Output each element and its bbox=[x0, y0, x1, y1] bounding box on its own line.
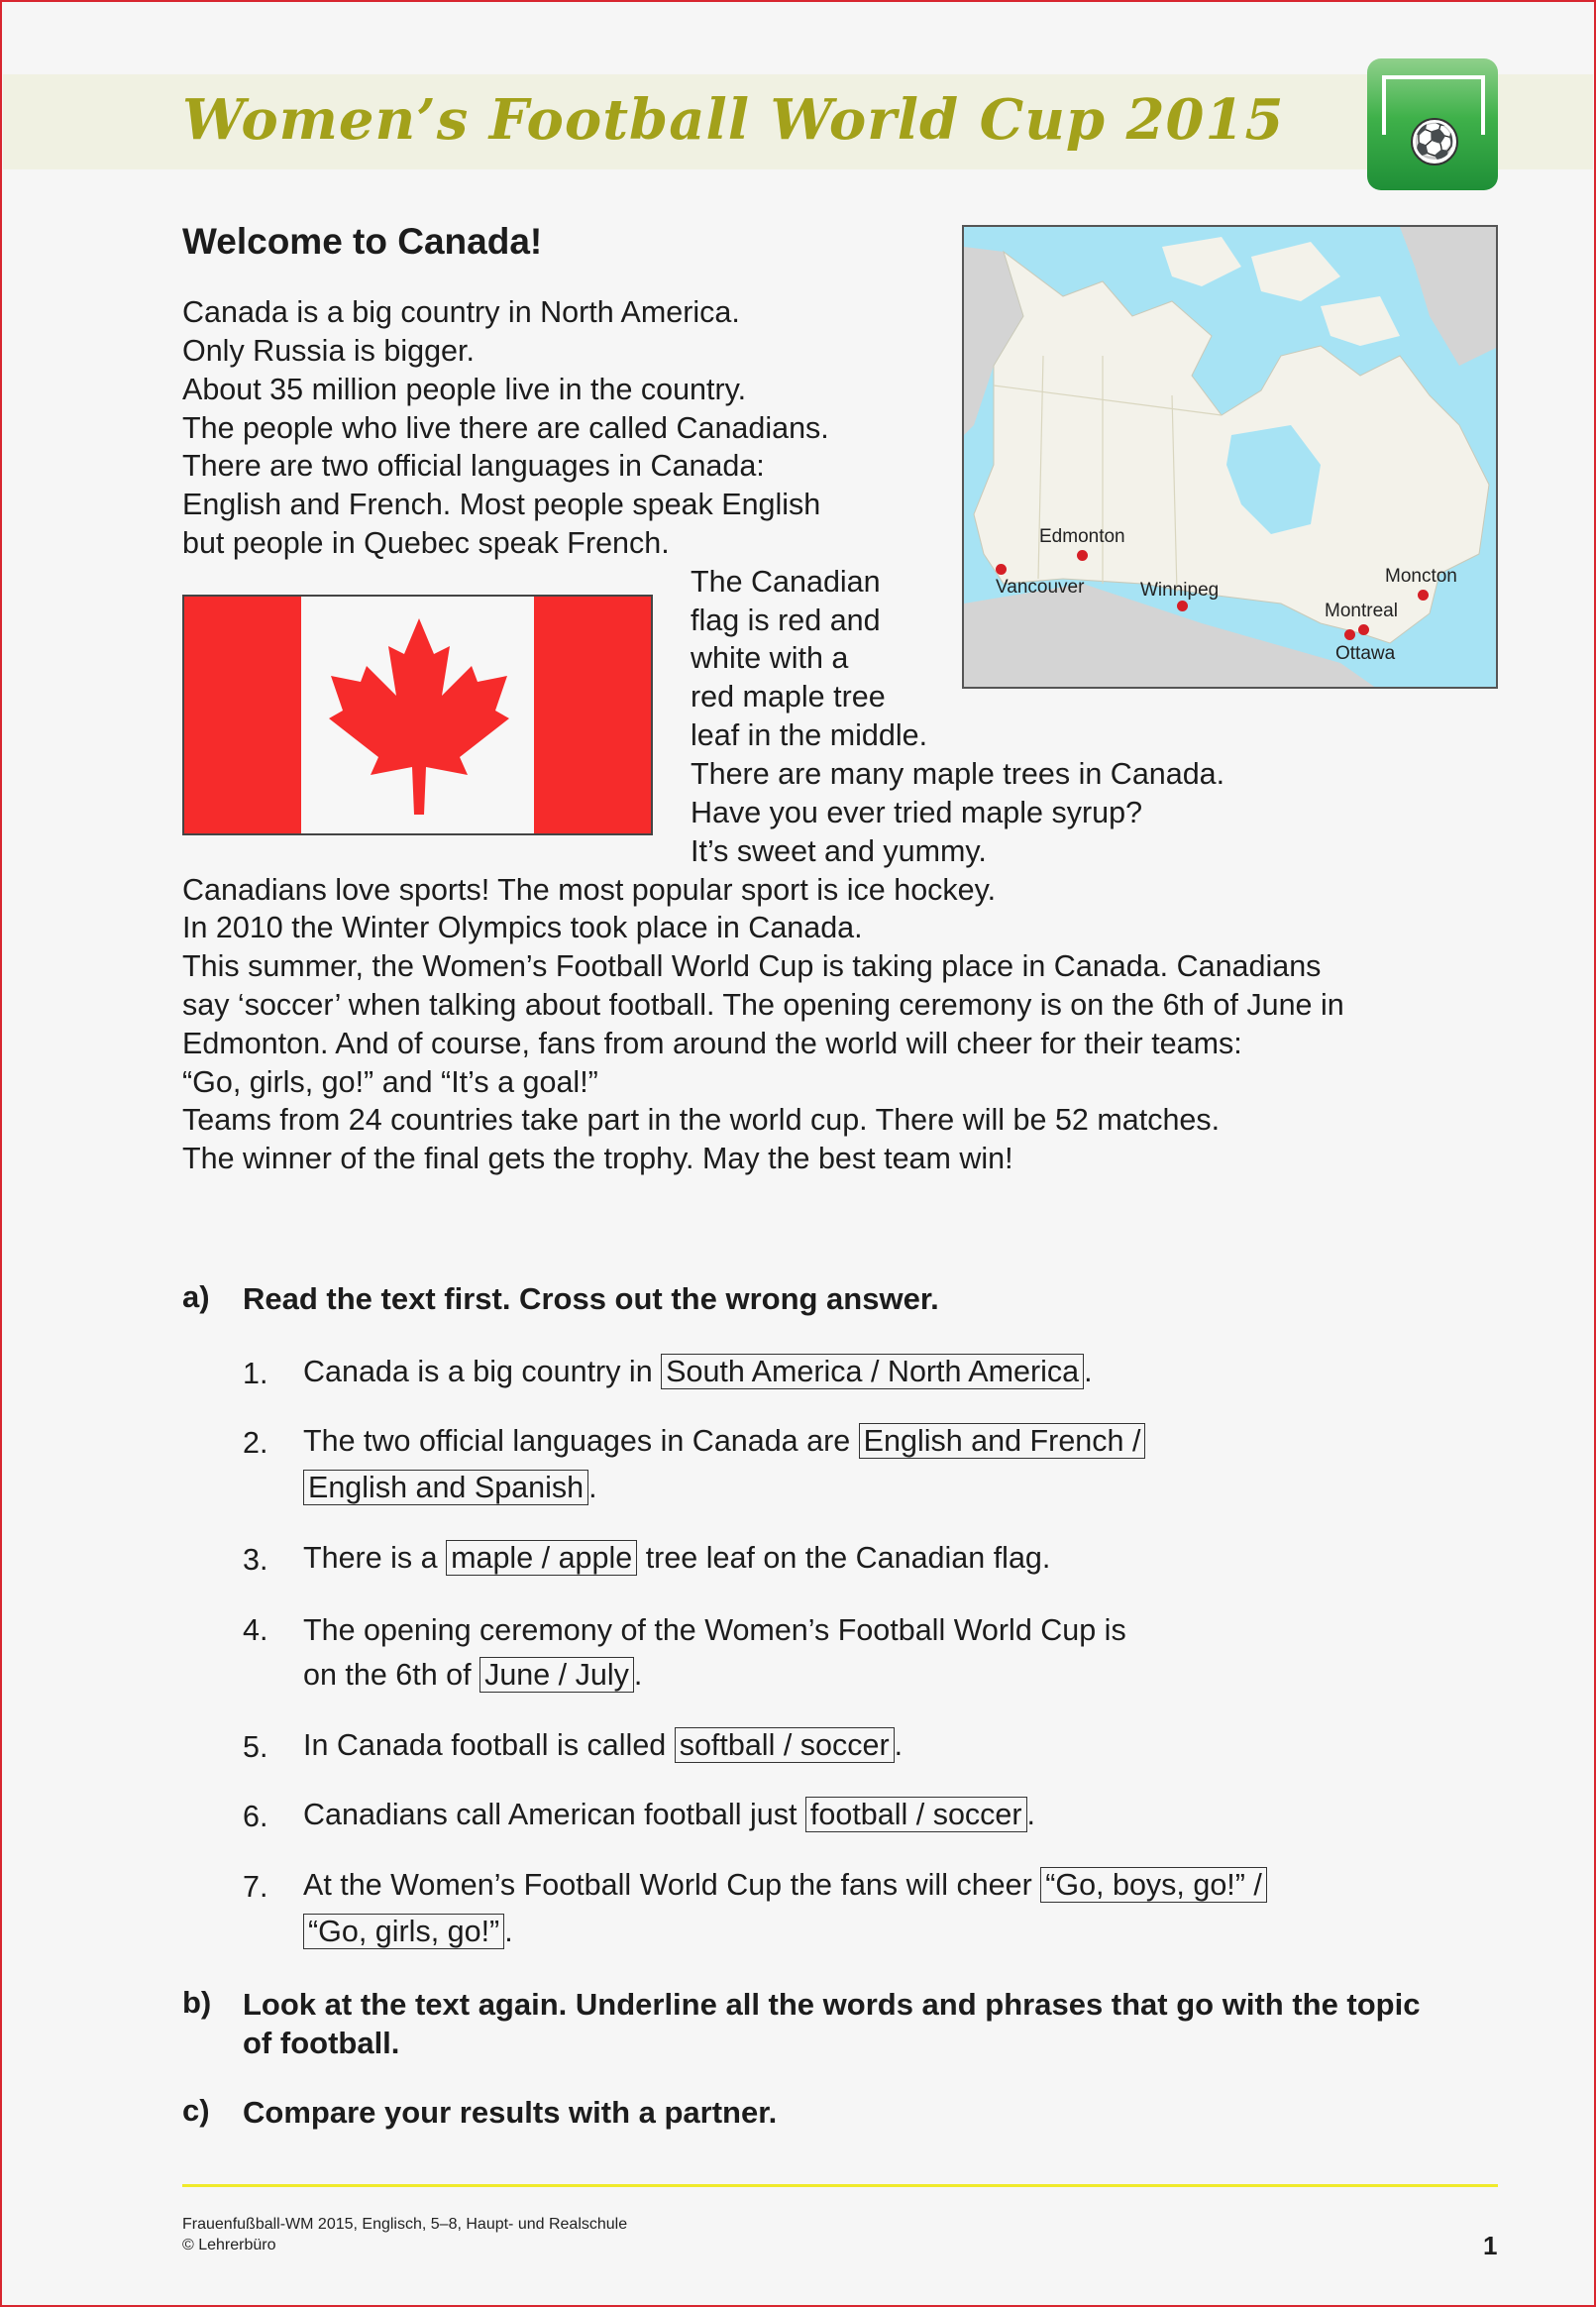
city-dot bbox=[996, 564, 1007, 575]
answer-box[interactable]: football / soccer bbox=[805, 1797, 1027, 1832]
map-graphic bbox=[964, 227, 1498, 689]
answer-box[interactable]: “Go, girls, go!” bbox=[303, 1914, 504, 1949]
exercise-c-instruction: Compare your results with a partner. bbox=[243, 2095, 778, 2130]
exercise-b-instruction: Look at the text again. Underline all the words and phrases that go with the topic of football. bbox=[243, 1987, 1421, 2060]
exercise-item-5 bbox=[303, 1727, 903, 1763]
flag-red-band-left bbox=[184, 597, 301, 833]
city-dot bbox=[1344, 629, 1355, 640]
article-line: The people who live there are called Canadians. bbox=[182, 411, 829, 445]
canadian-flag bbox=[182, 595, 653, 835]
city-dot bbox=[1418, 590, 1429, 601]
map-label-ottawa: Ottawa bbox=[1335, 643, 1396, 664]
article-line: flag is red and bbox=[691, 604, 881, 637]
item-end: . bbox=[504, 1915, 513, 1948]
page-title: Women’s Football World Cup 2015 bbox=[182, 87, 1285, 153]
answer-box[interactable]: “Go, boys, go!” / bbox=[1040, 1867, 1267, 1903]
item-text: Canada is a big country in bbox=[303, 1355, 662, 1388]
item-number: 6. bbox=[243, 1800, 268, 1833]
article-line: Teams from 24 countries take part in the world cup. There will be 52 matches. bbox=[182, 1103, 1221, 1137]
exercise-item-4-cont bbox=[303, 1657, 642, 1693]
article-line: This summer, the Women’s Football World Cup is taking place in Canada. Canadians bbox=[182, 949, 1322, 983]
map-label-moncton: Moncton bbox=[1385, 566, 1457, 587]
item-number: 7. bbox=[243, 1870, 268, 1904]
flag-red-band-right bbox=[534, 597, 651, 833]
article-heading: Welcome to Canada! bbox=[182, 221, 543, 262]
city-dot bbox=[1077, 550, 1088, 561]
map-label-winnipeg: Winnipeg bbox=[1140, 580, 1220, 601]
maple-leaf-icon bbox=[323, 616, 516, 815]
map-label-montreal: Montreal bbox=[1325, 601, 1398, 621]
exercise-item-4 bbox=[303, 1613, 1126, 1648]
item-text: The opening ceremony of the Women’s Football World Cup is bbox=[303, 1613, 1126, 1647]
article-line: The winner of the final gets the trophy. May the best team win! bbox=[182, 1142, 1013, 1175]
exercise-item-2 bbox=[303, 1423, 1145, 1459]
article-line: white with a bbox=[691, 641, 849, 675]
article-line: “Go, girls, go!” and “It’s a goal!” bbox=[182, 1065, 598, 1099]
footer-source: Frauenfußball-WM 2015, Englisch, 5–8, Haupt- und Realschule bbox=[182, 2216, 628, 2233]
item-end: tree leaf on the Canadian flag. bbox=[637, 1541, 1051, 1575]
city-dot bbox=[1358, 624, 1369, 635]
answer-box[interactable]: maple / apple bbox=[446, 1540, 637, 1576]
answer-box[interactable]: English and French / bbox=[859, 1423, 1146, 1459]
article-line: There are many maple trees in Canada. bbox=[691, 757, 1225, 791]
article-line: Canadians love sports! The most popular sport is ice hockey. bbox=[182, 873, 997, 907]
exercise-b-label: b) bbox=[182, 1985, 212, 2020]
article-line: The Canadian bbox=[691, 565, 881, 599]
answer-box[interactable]: June / July bbox=[479, 1657, 634, 1693]
exercise-item-3 bbox=[303, 1540, 1050, 1576]
article-line: leaf in the middle. bbox=[691, 718, 928, 752]
item-end: . bbox=[588, 1471, 597, 1504]
article-line: There are two official languages in Canada: bbox=[182, 449, 765, 483]
article-line: Edmonton. And of course, fans from around the world will cheer for their teams: bbox=[182, 1027, 1242, 1060]
page-number: 1 bbox=[1483, 2231, 1498, 2260]
answer-box[interactable]: English and Spanish bbox=[303, 1470, 588, 1505]
exercise-a-instruction: Read the text first. Cross out the wrong answer. bbox=[243, 1281, 939, 1316]
exercise-item-1 bbox=[303, 1354, 1093, 1389]
item-end: . bbox=[1026, 1798, 1036, 1831]
article-line: say ‘soccer’ when talking about football. The opening ceremony is on the 6th of June in bbox=[182, 988, 1344, 1022]
footer-copyright: © Lehrerbüro bbox=[182, 2237, 276, 2253]
article-line: Only Russia is bigger. bbox=[182, 334, 475, 368]
exercise-item-2-cont bbox=[303, 1470, 597, 1505]
item-text: At the Women’s Football World Cup the fans will cheer bbox=[303, 1868, 1041, 1902]
item-text: There is a bbox=[303, 1541, 447, 1575]
answer-box[interactable]: softball / soccer bbox=[675, 1727, 895, 1763]
article-line: Canada is a big country in North America. bbox=[182, 295, 740, 329]
article-line: red maple tree bbox=[691, 680, 886, 714]
exercise-item-7-cont bbox=[303, 1914, 513, 1949]
article-line: but people in Quebec speak French. bbox=[182, 526, 670, 560]
item-number: 3. bbox=[243, 1543, 268, 1577]
city-dot bbox=[1177, 601, 1188, 611]
item-text: In Canada football is called bbox=[303, 1728, 675, 1762]
exercise-item-7 bbox=[303, 1867, 1267, 1903]
article-line: In 2010 the Winter Olympics took place in Canada. bbox=[182, 911, 863, 944]
item-number: 4. bbox=[243, 1613, 268, 1647]
article-line: About 35 million people live in the country. bbox=[182, 373, 747, 406]
item-number: 1. bbox=[243, 1357, 268, 1390]
item-end: . bbox=[1084, 1355, 1093, 1388]
item-text: The two official languages in Canada are bbox=[303, 1424, 859, 1458]
article-line: English and French. Most people speak English bbox=[182, 488, 821, 521]
exercise-a-label: a) bbox=[182, 1279, 210, 1314]
article-line: Have you ever tried maple syrup? bbox=[691, 796, 1143, 829]
item-number: 2. bbox=[243, 1426, 268, 1460]
soccer-ball-icon: ⚽ bbox=[1411, 118, 1458, 165]
map-label-vancouver: Vancouver bbox=[996, 577, 1085, 598]
item-text: on the 6th of bbox=[303, 1658, 480, 1692]
item-number: 5. bbox=[243, 1730, 268, 1764]
item-end: . bbox=[894, 1728, 904, 1762]
answer-box[interactable]: South America / North America bbox=[661, 1354, 1084, 1389]
item-end: . bbox=[633, 1658, 643, 1692]
article-line: It’s sweet and yummy. bbox=[691, 834, 987, 868]
soccer-goal-icon bbox=[1367, 58, 1498, 190]
item-text: Canadians call American football just bbox=[303, 1798, 805, 1831]
footer-rule bbox=[182, 2184, 1498, 2187]
map-label-edmonton: Edmonton bbox=[1039, 526, 1125, 547]
canada-map bbox=[962, 225, 1498, 689]
exercise-c-label: c) bbox=[182, 2093, 210, 2128]
exercise-item-6 bbox=[303, 1797, 1035, 1832]
